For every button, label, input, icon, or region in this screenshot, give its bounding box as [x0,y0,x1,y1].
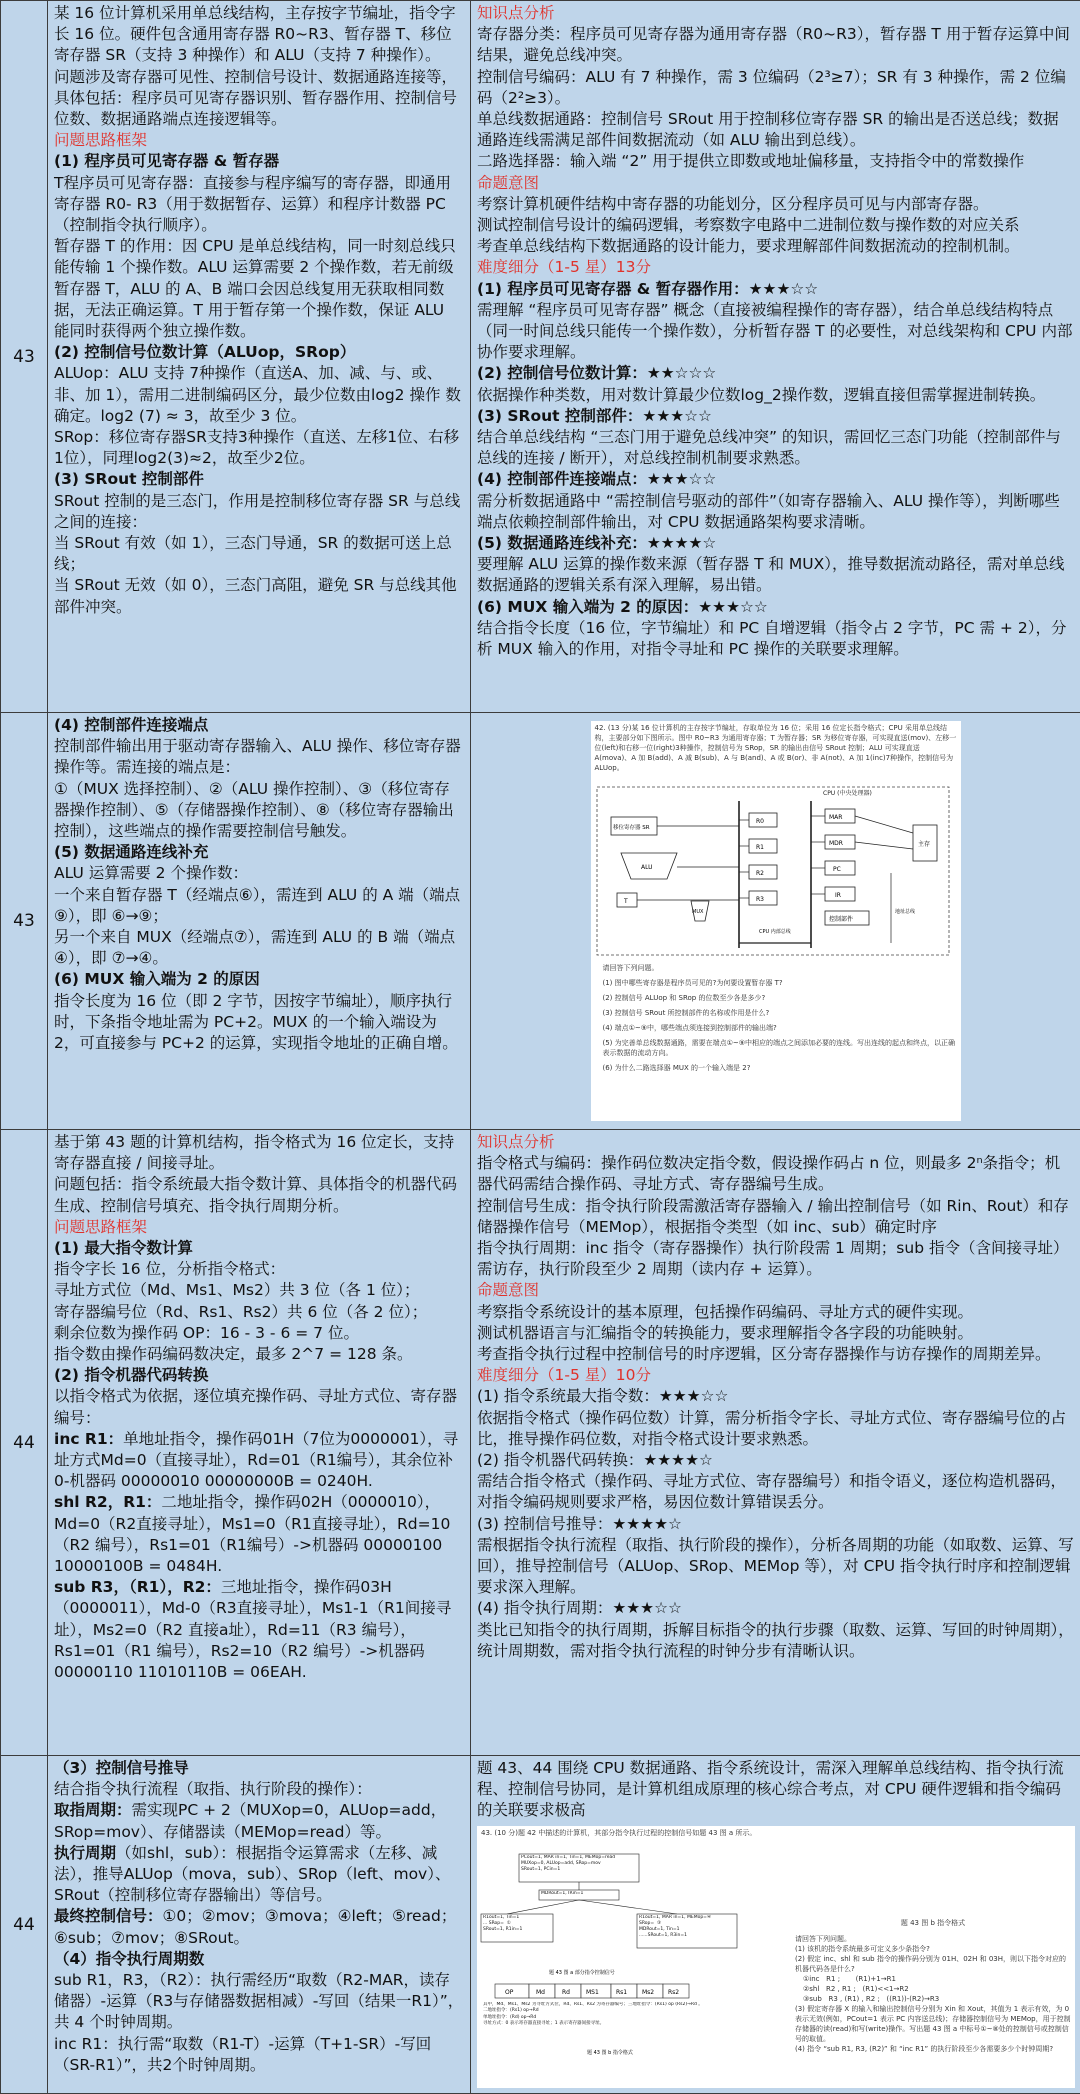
reg-label: R1 [756,844,764,851]
left-cell [48,1130,471,1756]
paragraph: 要理解 ALU 运算的操作数来源（暂存器 T 和 MUX），推导数据流动路径，需对单总线数据通路的逻辑关系有深入理解，易出错。 [477,554,1074,596]
figure2-right-line: (4) 指令 “sub R1, R3, (R2)” 和 “inc R1” 的执行阶段至少各需要多少个时钟周期? [795,2044,1071,2054]
paragraph: 另一个来自 MUX（经端点⑦），需连到 ALU 的 B 端（端点④），即 ⑦→④。 [54,927,464,969]
flow-box-sub: R1out=1, MAR in=1, MEMop=④ SRop= ③ MDRout=1, Tin=1 ......SRout=1, R3in=1 [639,1915,737,1939]
paragraph: 指令字长 16 位，分析指令格式： [54,1259,464,1280]
figure2-right-line: ②shl R2 , R1 ; (R1)<<1→R2 [795,1984,1071,1994]
special-registers [825,809,855,901]
subsection-title: (6) MUX 输入端为 2 的原因 [54,969,464,990]
subsection-title: (3) SRout 控制部件 [54,469,464,490]
figure-question-item: (4) 端点①~⑨中，哪些端点须连接到控制部件的输出端? [603,1023,957,1033]
reg-label: R3 [756,896,764,903]
paragraph: 控制信号编码：ALU 有 7 种操作，需 3 位编码（2³≥7）；SR 有 3 种操作，需 2 位编码（2²≥3）。 [477,67,1074,109]
left-cell [48,1756,471,2094]
temp-register-label: T [623,898,628,905]
subsection-title: (1) 程序员可见寄存器 & 暂存器作用：★★★☆☆ [477,279,1074,300]
paragraph: (4) 指令执行周期：★★★☆☆ [477,1598,1074,1619]
paragraph: 控制信号生成：指令执行阶段需激活寄存器输入 / 输出控制信号（如 Rin、Rout）和存储器操作信号（MEMop），根据指令类型（如 inc、sub）确定时序 [477,1196,1074,1238]
paragraph: 当 SRout 无效（如 0），三态门高阻，避免 SR 与总线其他部件冲突。 [54,575,464,617]
section-heading: 难度细分（1-5 星）10分 [477,1365,1074,1386]
paragraph: 指令格式与编码：操作码位数决定指令数，假设操作码占 n 位，则最多 2ⁿ条指令；机器代码需结合操作码、寻址方式、寄存器编号生成。 [477,1153,1074,1195]
cpu-label: CPU (中央处理器) [823,789,872,797]
paragraph [54,1492,464,1577]
format-field: MS1 [586,1989,599,1996]
paragraph [54,1800,464,1842]
figure-questions [591,959,961,1073]
control-flow-diagram [477,1852,783,2062]
format-note: 其中，Md、Ms1、Ms2 为寻址方式位，Rd、Rs1、Rs2 为寄存器编号；三地址指令：(Rs1) op (Rs2)→Rd 。 二地址指令：(Rs1) op→Rd 单地址指令：(Rd) op→Rd 寻址方式：0 表示寄存器直接寻址；1 表示寄存器间接寻址。 [483,2002,779,2028]
subsection-title: (3) SRout 控制部件：★★★☆☆ [477,406,1074,427]
paragraph-rest: （如shl，sub）：根据指令运算需求（左移、减法），推导ALUop（mova，sub）、SRop（left、mov）、SRout（控制移位寄存器输出）等信号。 [54,1844,450,1904]
paragraph-lead: 最终控制信号： [54,1907,163,1925]
paragraph: 类比已知指令的执行周期，拆解目标指令的执行步骤（取数、运算、写回的时钟周期），统计周期数，需对指令执行流程的时钟分步有清晰认识。 [477,1620,1074,1662]
paragraph: 依据操作种类数，用对数计算最少位数log_2操作数，逻辑直接但需掌握进制转换。 [477,385,1074,406]
paragraph: ①（MUX 选择控制）、②（ALU 操作控制）、③（移位寄存器操作控制）、⑤（存储器操作控制）、⑧（移位寄存器输出控制），这些端点的操作需要控制信号触发。 [54,779,464,843]
paragraph-rest: 需实现PC + 2（MUXop=0，ALUop=add，SRop=mov）、存储器读（MEMop=read）等。 [54,1801,446,1840]
format-field: Md [536,1989,545,1996]
paragraph: 控制部件输出用于驱动寄存器输入、ALU 操作、移位寄存器操作等。需连接的端点是： [54,736,464,778]
paragraph: 测试控制信号设计的编码逻辑，考察数字电路中二进制位数与操作数的对应关系 [477,215,1074,236]
figure2-right-line: ③sub R3 , (R1) , R2 ; ((R1))-(R2)→R3 [795,1994,1071,2004]
paragraph [54,1843,464,1907]
paragraph: SRop：移位寄存器SR支持3种操作（直送、左移1位、右移1位），同理log2(3)≈2，故至少2位。 [54,427,464,469]
figure2-right-title: 题 43 图 b 指令格式 [795,1918,1071,1928]
paragraph: 结合单总线结构 “三态门用于避免总线冲突” 的知识，需回忆三态门功能（控制部件与总线的连接 / 断开），对总线控制机制要求熟悉。 [477,427,1074,469]
figure2-question: 43. (10 分)题 42 中描述的计算机，其部分指令执行过程的控制信号如题 43 图 a 所示。 [481,1828,787,1838]
table-row [1,1,1080,713]
section-heading: 命题意图 [477,173,1074,194]
figure-question-item: (2) 控制信号 ALUop 和 SRop 的位数至少各是多少? [603,993,957,1003]
shift-register-label: 移位寄存器 SR [613,823,650,831]
paragraph: ALU 运算需要 2 个操作数： [54,863,464,884]
control-unit-label: 控制部件 [829,915,853,923]
paragraph [54,1906,464,1948]
paragraph-rest: 单地址指令，操作码01H（7位为0000001），寻址方式Md=0（直接寻址），Rd=01（R1编号），其余位补0-机器码 00000010 00000000B = 0240H. [54,1430,458,1490]
paragraph: 寄存器编号位（Rd、Rs1、Rs2）共 6 位（各 2 位）； [54,1302,464,1323]
subsection-title: (4) 控制部件连接端点 [54,715,464,736]
paragraph-lead: sub R3，（R1），R2： [54,1578,221,1596]
paragraph: 需分析数据通路中 “需控制信号驱动的部件”（如寄存器输入、ALU 操作等），判断哪些端点依赖控制部件输出，对 CPU 数据通路架构要求清晰。 [477,491,1074,533]
figure-question-text: 42. (13 分)某 16 位计算机的主存按字节编址，存取单位为 16 位；采用 16 位定长指令格式；CPU 采用单总线结构，主要部分如下图所示。图中 R0~R3 为通用寄存器；T 为暂存器；SR 为移位寄存器，可实现直送(mov)、左移一位(left)和右移一位(right)3种操作，控制信号为 SRop，SR 的输出由信号 SRout 控制；ALU 可实现直送A(mova)、A 加 B(add)、A 减 B(sub)、A 与 B(and)、A 或 B(or)、非 A(not)、A 加 1(inc)7种操作，控制信号为 ALUop。 [591,721,961,783]
section-heading: 难度细分（1-5 星）13分 [477,257,1074,278]
flow-box-ir: MDRout=1, IRin=1 [541,1891,619,1897]
paragraph: 考查单总线结构下数据通路的设计能力，要求理解部件间数据流动的控制机制。 [477,236,1074,257]
paragraph: 某 16 位计算机采用单总线结构，主存按字节编址，指令字长 16 位。硬件包含通用寄存器 R0~R3、暂存器 T、移位寄存器 SR（支持 3 种操作）和 ALU（支持 7 种操作）。 [54,3,464,67]
caption-a: 题 43 图 a 部分指令控制信号 [549,1969,615,1976]
paragraph: ALUop：ALU 支持 7种操作（直送A、加、减、与、或、非、加 1），需用二进制编码区分，最少位数由log2 操作 数 确定。log2 (7) ≈ 3，故至少 3 位。 [54,363,464,427]
paragraph: 结合指令执行流程（取指、执行阶段的操作）： [54,1779,464,1800]
section-heading: 问题思路框架 [54,130,464,151]
paragraph-rest: 二地址指令，操作码02H（0000010），Md=0（R2直接寻址），Ms1=0（R1直接寻址），Rd=10（R2 编号），Rs1=01（R1编号）->机器码 00000100 10000100B = 0484H. [54,1493,450,1575]
section-heading: 知识点分析 [477,3,1074,24]
left-cell [48,1,471,713]
paragraph: 问题涉及寄存器可见性、控制信号设计、数据通路连接等，具体包括：程序员可见寄存器识别、暂存器作用、控制信号位数、数据通路端点连接逻辑等。 [54,67,464,131]
subsection-title: (2) 控制信号位数计算（ALUop，SRop） [54,342,464,363]
paragraph: 需根据指令执行流程（取指、执行阶段的操作），分析各周期的功能（如取数、运算、写回），推导控制信号（ALUop、SRop、MEMop 等），对 CPU 指令执行时序和控制逻辑要求深入理解。 [477,1535,1074,1599]
paragraph: 寄存器分类：程序员可见寄存器为通用寄存器（R0~R3），暂存器 T 用于暂存运算中间结果，避免总线冲突。 [477,24,1074,66]
reg-label: MAR [829,814,842,821]
caption-b: 题 43 图 b 指令格式 [587,2049,633,2056]
format-field: Rs2 [668,1989,679,1996]
paragraph: SRout 控制的是三态门，作用是控制移位寄存器 SR 与总线之间的连接： [54,491,464,533]
figure2-right-text [795,1918,1071,2054]
paragraph: 当 SRout 有效（如 1），三态门导通，SR 的数据可送上总线； [54,533,464,575]
alu-label: ALU [641,864,653,871]
paragraph: 单总线数据通路：控制信号 SRout 用于控制移位寄存器 SR 的输出是否送总线；数据通路连线需满足部件间数据流动（如 ALU 输出到总线）。 [477,109,1074,151]
question-number: 43 [1,1,48,713]
figure2-right-line: ①inc R1 ; (R1)+1→R1 [795,1974,1071,1984]
paragraph: 需理解 “程序员可见寄存器” 概念（直接被编程操作的寄存器），结合单总线结构特点（同一时间总线只能传一个操作数），分析暂存器 T 的必要性，对总线架构和 CPU 内部协作要求理解。 [477,300,1074,364]
address-bus-label: 地址总线 [895,908,915,915]
reg-label: R2 [756,870,764,877]
paragraph-rest: ①0；②mov；③mova；④left；⑤read；⑥sub；⑦mov；⑧SRout。 [54,1907,456,1946]
paragraph: 以指令格式为依据，逐位填充操作码、寻址方式位、寄存器编号： [54,1386,464,1428]
paragraph-lead: inc R1： [54,1430,123,1448]
reg-label: PC [833,866,841,873]
paragraph: (1) 指令系统最大指令数：★★★☆☆ [477,1386,1074,1407]
figure2-right-line: (3) 假定寄存器 X 的输入和输出控制信号分别为 Xin 和 Xout，其值为 1 表示有效，为 0 表示无效(例如，PCout=1 表示 PC 内容送总线)；存储器控制信号为 MEMop，用于控制存储器的读(read)和写(write)操作。写出题 43 图 a 中标号①~⑧处的控制信号或控制信号的取值。 [795,2004,1071,2044]
question-figure-44 [477,1826,1075,2088]
paragraph: 一个来自暂存器 T（经端点⑥），需连到 ALU 的 A 端（端点⑨），即 ⑥→⑨； [54,885,464,927]
subsection-title: (2) 控制信号位数计算：★★☆☆☆ [477,363,1074,384]
reg-label: IR [835,892,841,899]
figure2-right-line: (2) 假定 inc、shl 和 sub 指令的操作码分别为 01H、02H 和 03H，则以下指令对应的机器代码各是什么? [795,1954,1071,1974]
right-cell [471,1756,1080,2094]
paragraph: 暂存器 T 的作用：因 CPU 是单总线结构，同一时刻总线只能传输 1 个操作数。ALU 运算需要 2 个操作数，若无前级暂存器 T，ALU 的 A、B 端口会因总线复用无获取相同数据，无法正确运算。T 用于暂存第一个操作数，保证 ALU 能同时获得两个独立操作数。 [54,236,464,342]
paragraph: 依据指令格式（操作码位数）计算，需分析指令字长、寻址方式位、寄存器编号位的占比，推导操作码位数，对指令格式设计要求熟悉。 [477,1408,1074,1450]
paragraph-lead: shl R2，R1： [54,1493,161,1511]
section-heading: 知识点分析 [477,1132,1074,1153]
subsection-title: (2) 指令机器代码转换 [54,1365,464,1386]
table-row [1,1130,1080,1756]
figure-question-item: (6) 为什么二路选择器 MUX 的一个输入端是 2? [603,1063,957,1073]
subsection-title: (5) 数据通路连线补充：★★★★☆ [477,533,1074,554]
section-heading: 命题意图 [477,1280,1074,1301]
paragraph: 指令执行周期：inc 指令（寄存器操作）执行阶段需 1 周期；sub 指令（含间接寻址）需访存，执行阶段至少 2 周期（读内存 + 运算）。 [477,1238,1074,1280]
subsection-title: (1) 程序员可见寄存器 & 暂存器 [54,151,464,172]
table-row [1,1756,1080,2094]
subsection-title: (1) 最大指令数计算 [54,1238,464,1259]
figure-question-item: (1) 图中哪些寄存器是程序员可见的?为何要设置暂存器 T? [603,978,957,988]
paragraph: 考察指令系统设计的基本原理，包括操作码编码、寻址方式的硬件实现。 [477,1302,1074,1323]
question-number: 44 [1,1130,48,1756]
paragraph: 结合指令长度（16 位，字节编址）和 PC 自增逻辑（指令占 2 字节，PC 需 + 2），分析 MUX 输入的作用，对指令寻址和 PC 操作的关联要求理解。 [477,618,1074,660]
left-cell [48,713,471,1130]
question-number: 43 [1,713,48,1130]
main-memory-label: 主存 [918,840,930,848]
paragraph: 指令数由操作码编码数决定，最多 2^7 = 128 条。 [54,1344,464,1365]
right-cell [471,1,1080,713]
paragraph: 二路选择器：输入端 “2” 用于提供立即数或地址偏移量，支持指令中的常数操作 [477,151,1074,172]
paragraph-lead: 执行周期 [54,1844,116,1862]
subsection-title: （4）指令执行周期数 [54,1949,464,1970]
cpu-datapath-diagram [591,783,961,959]
paragraph: 需结合指令格式（操作码、寻址方式位、寄存器编号）和指令语义，逐位构造机器码，对指令编码规则要求严格，易因位数计算错误丢分。 [477,1471,1074,1513]
subsection-title: （3）控制信号推导 [54,1758,464,1779]
subsection-title: (5) 数据通路连线补充 [54,842,464,863]
instruction-format [495,1984,689,1998]
paragraph [54,1429,464,1493]
right-cell [471,1130,1080,1756]
paragraph: 剩余位数为操作码 OP：16 - 3 - 6 = 7 位。 [54,1323,464,1344]
figure-question-item: (5) 为完善单总线数据通路，需要在端点①~⑨中相应的端点之间添加必要的连线。写出连线的起点和终点，以正确表示数据的流动方向。 [603,1038,957,1058]
paragraph: 寻址方式位（Md、Ms1、Ms2）共 3 位（各 1 位）； [54,1280,464,1301]
internal-bus-label: CPU 内部总线 [759,928,791,935]
gpr-group [749,813,777,905]
paragraph: 问题包括：指令系统最大指令数计算、具体指令的机器代码生成、控制信号填充、指令执行周期分析。 [54,1174,464,1216]
paragraph: sub R1，R3，（R2）：执行需经历“取数（R2-MAR，读存储器）-运算（R3与存储器数据相减）-写回（结果一R1）”，共 4 个时钟周期。 [54,1970,464,2034]
paragraph [54,1577,464,1683]
paragraph: 基于第 43 题的计算机结构，指令格式为 16 位定长，支持寄存器直接 / 间接寻址。 [54,1132,464,1174]
paragraph-rest: 三地址指令，操作码03H（0000011），Md-0（R3直接寻址），Ms1-1（R1间接寻址），Ms2=0（R2 直接a址），Rd=11（R3 编号），Rs1=01（R1 编号），Rs2=10（R2 编号）->机器码 00000110 11010110B = 06EAH. [54,1578,451,1681]
paragraph: (3) 控制信号推导：★★★★☆ [477,1514,1074,1535]
figure2-right-line: (1) 该机的指令系统最多可定义多少条指令? [795,1944,1071,1954]
format-field: Rs1 [616,1989,627,1996]
questions-intro: 请回答下列问题。 [603,963,957,973]
paragraph: 测试机器语言与汇编指令的转换能力，要求理解指令各字段的功能映射。 [477,1323,1074,1344]
subsection-title: (4) 控制部件连接端点：★★★☆☆ [477,469,1074,490]
paragraph-lead: 取指周期： [54,1801,132,1819]
table-row [1,713,1080,1130]
mux-label: MUX [692,909,704,915]
paragraph: 考察计算机硬件结构中寄存器的功能划分，区分程序员可见与内部寄存器。 [477,194,1074,215]
format-field: OP [505,1989,514,1996]
reg-label: MDR [829,840,843,847]
right-cell [471,713,1080,1130]
format-field: Rd [562,1989,570,1996]
reg-label: R0 [756,818,764,825]
paragraph: (2) 指令机器代码转换：★★★★☆ [477,1450,1074,1471]
paragraph: 指令长度为 16 位（即 2 字节，因按字节编址），顺序执行时，下条指令地址需为 PC+2。MUX 的一个输入端设为 2，可直接参与 PC+2 的运算，实现指令地址的正确自增。 [54,991,464,1055]
question-number: 44 [1,1756,48,2094]
flow-box-fetch: PCout=1, MAR in=1, Tin=1, MEMop=read MUXop=0, ALUop=add, SRop=mov SRout=1, PCin=1 [521,1855,639,1873]
flow-box-inc: R1out=1, Tin=1 ... SRop= ① SRout=1, R1in=1 [483,1915,553,1933]
paragraph: 考查指令执行过程中控制信号的时序逻辑，区分寄存器操作与访存操作的周期差异。 [477,1344,1074,1365]
section-heading: 问题思路框架 [54,1217,464,1238]
paragraph: 题 43、44 围绕 CPU 数据通路、指令系统设计，需深入理解单总线结构、指令执行流程、控制信号协同，是计算机组成原理的核心综合考点，对 CPU 硬件逻辑和指令编码的关联要求极高 [477,1758,1074,1822]
question-figure-43 [591,721,961,1121]
subsection-title: (6) MUX 输入端为 2 的原因：★★★☆☆ [477,597,1074,618]
paragraph: inc R1：执行需“取数（R1-T）-运算（T+1-SR）-写回（SR-R1）”，共2个时钟周期。 [54,2034,464,2076]
format-field: Ms2 [642,1989,654,1996]
paragraph: T程序员可见寄存器：直接参与程序编写的寄存器，即通用寄存器 R0- R3（用于数据暂存、运算）和程序计数器 PC（控制指令执行顺序）。 [54,173,464,237]
figure2-right-line: 请回答下列问题。 [795,1934,1071,1944]
figure-question-item: (3) 控制信号 SRout 所控制部件的名称或作用是什么? [603,1008,957,1018]
